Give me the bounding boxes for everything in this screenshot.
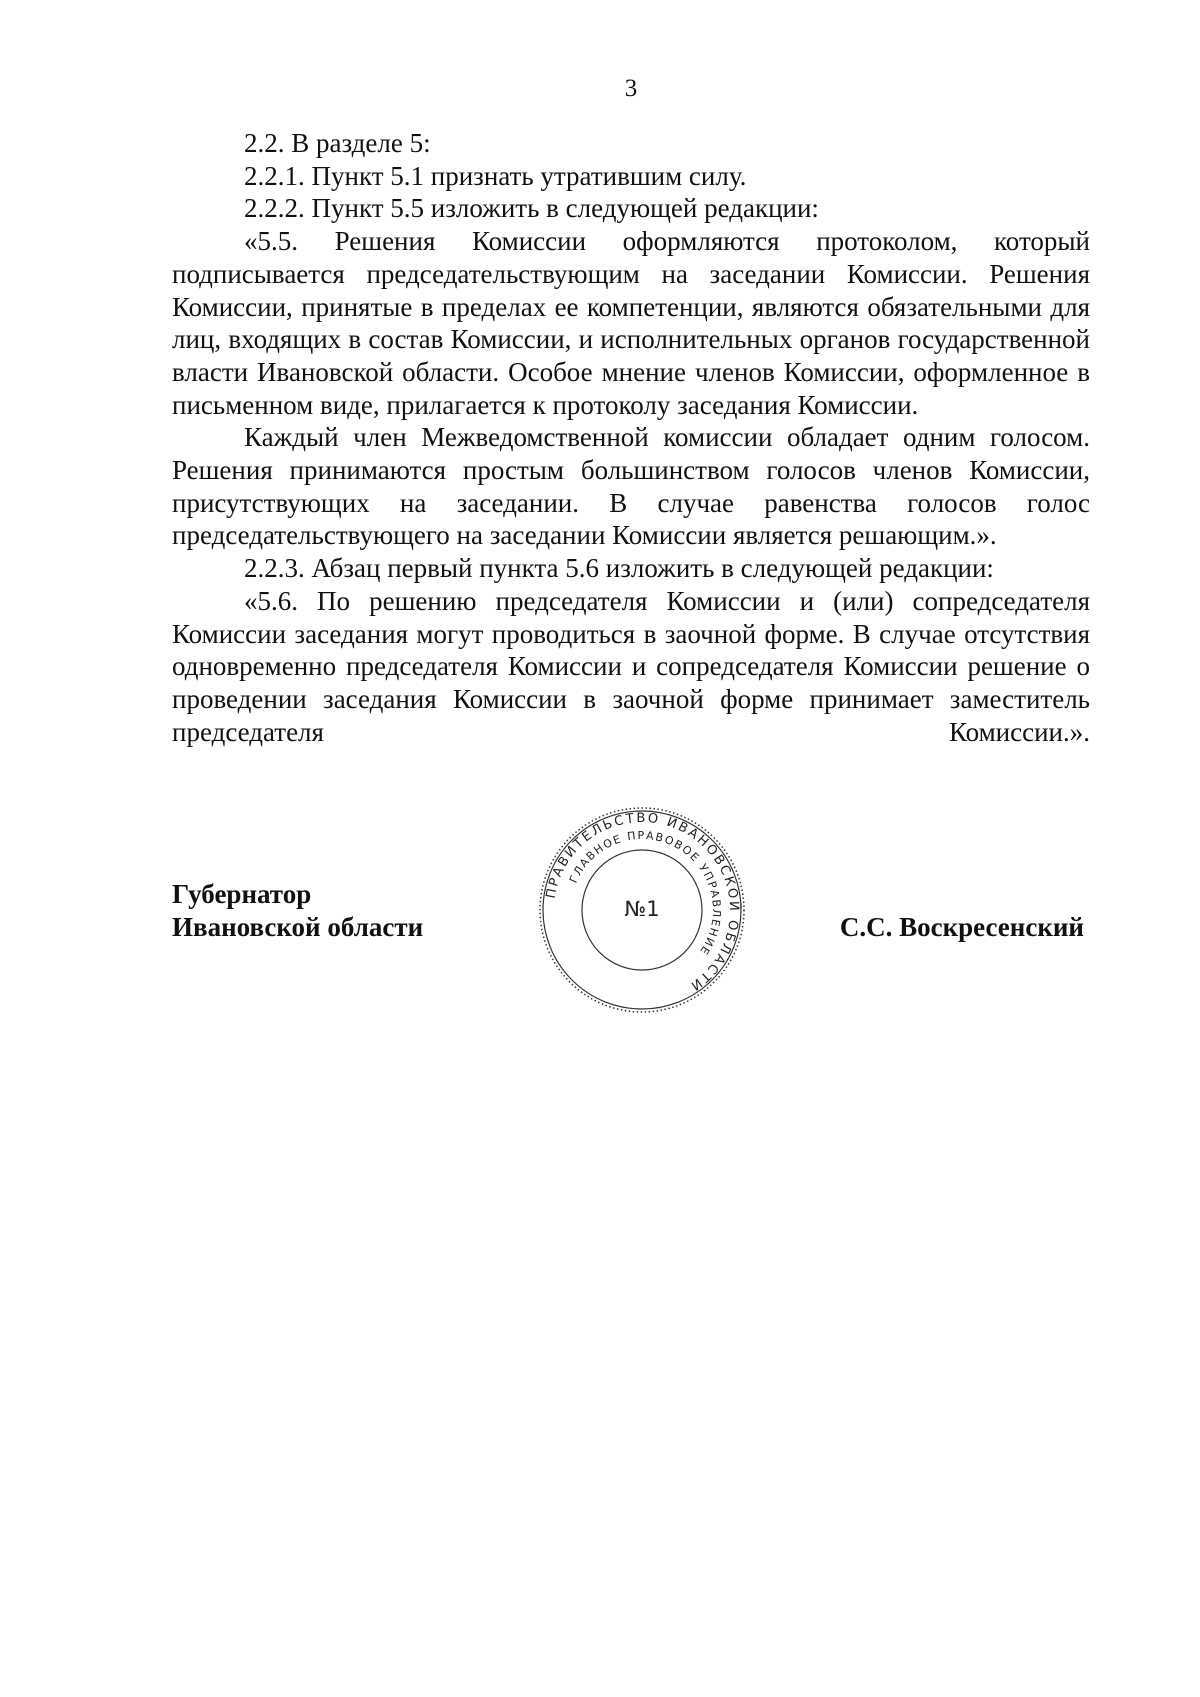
document-body: [172, 127, 1090, 748]
paragraph-2-2: 2.2. В разделе 5:: [244, 128, 431, 158]
seal-center-number: №1: [624, 897, 660, 921]
paragraph-voting: Каждый член Межведомственной комиссии обладает одним голосом. Решения принимаются простым большинством голосов членов Комиссии, присутствующих на заседании. В случае равенства голосов голос председательствующего на заседании Комиссии является решающим.».: [172, 422, 1090, 551]
paragraph-2-2-2: 2.2.2. Пункт 5.5 изложить в следующей редакции:: [244, 193, 819, 224]
signatory-title: [172, 878, 423, 944]
paragraph-2-2-3: 2.2.3. Абзац первый пункта 5.6 изложить в следующей редакции:: [244, 553, 994, 584]
paragraph-2-2-1: 2.2.1. Пункт 5.1 признать утратившим силу.: [244, 160, 747, 191]
page-number: 3: [624, 75, 638, 102]
seal-outer-text: ПРАВИТЕЛЬСТВО ИВАНОВСКОЙ ОБЛАСТИ: [543, 810, 742, 994]
signatory-position: Губернатор: [172, 879, 312, 909]
paragraph-5-6-quote: «5.6. По решению председателя Комиссии и (или) сопредседателя Комиссии заседания могут проводиться в заочной форме. В случае отсутствия одновременно председателя Комиссии и сопредседателя Комиссии решение о проведении заседания Комиссии в заочной форме принимает заместитель председателя Комиссии.».: [172, 585, 1090, 747]
signatory-name: С.С. Воскресенский: [839, 912, 1084, 942]
seal-inner-text: ГЛАВНОЕ ПРАВОВОЕ УПРАВЛЕНИЕ: [566, 828, 724, 959]
paragraph-5-5-quote: «5.5. Решения Комиссии оформляются протоколом, который подписывается председательствующим на заседании Комиссии. Решения Комиссии, принятые в пределах ее компетенции, являются обязательными для лиц, входящих в состав Комиссии, и исполнительных органов государственной власти Ивановской области. Особое мнение членов Комиссии, оформленное в письменном виде, прилагается к протоколу заседания Комиссии.: [172, 226, 1090, 420]
official-seal: [538, 806, 746, 1014]
signatory-region: Ивановской области: [172, 912, 424, 942]
